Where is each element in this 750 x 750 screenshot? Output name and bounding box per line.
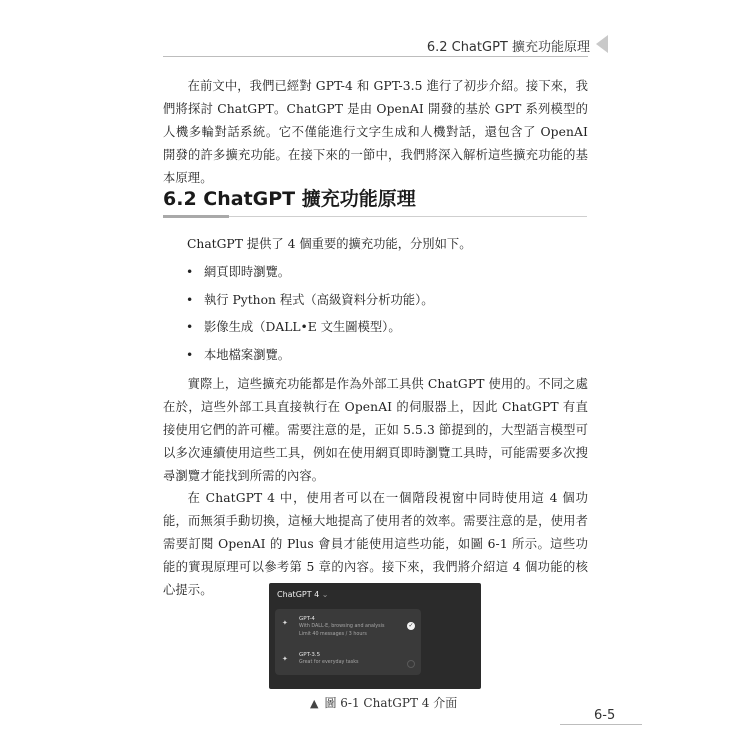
model-option-name: GPT-3.5 [299,652,321,658]
chevron-down-icon: ⌄ [321,590,329,599]
sparkle-icon: ✦ [282,619,288,627]
caption-triangle-icon: ▲ [310,697,319,710]
list-item [186,317,434,345]
running-header-title: 6.2 ChatGPT 擴充功能原理 [426,40,590,55]
paragraph-chatgpt4: 在 ChatGPT 4 中，使用者可以在一個階段視窗中同時使用這 4 個功能，而無須手動切換，這極大地提高了使用者的效率。需要注意的是，使用者需要訂閱 OpenAI 的 Plus 會員才能使用這些功能，如圖 6-1 所示。這些功能的實現原理可以參考第 5 章的內容。接下來，我們將介紹這 4 個功能的核心提示。 [163,491,588,597]
list-item [186,345,434,373]
figure-caption [310,694,457,711]
check-circle-icon: ✓ [408,622,414,629]
list-item-text: 執行 Python 程式（高級資料分析功能）。 [204,292,434,307]
list-item [186,290,434,318]
paragraph-tools: 實際上，這些擴充功能都是作為外部工具供 ChatGPT 使用的。不同之處在於，這些外部工具直接執行在 OpenAI 的伺服器上，因此 ChatGPT 有直接使用它們的許可權。需要注意的是，正如 5.5.3 節提到的，大型語言模型可以多次連續使用這些工具，例如在使用網頁即時瀏覽工具時，可能需要多次搜尋瀏覽才能找到所需的內容。 [163,377,588,483]
list-item-text: 影像生成（DALL•E 文生圖模型）。 [204,320,401,334]
bullet-icon: • [186,292,194,307]
model-option-name: GPT-4 [299,616,315,622]
section-rule-accent [163,215,229,218]
feature-list [186,262,434,372]
bullet-icon: • [186,320,194,334]
page-number: 6-5 [594,708,616,723]
section-intro: ChatGPT 提供了 4 個重要的擴充功能，分別如下。 [187,237,472,251]
list-item [186,262,434,290]
header-divider [163,56,588,57]
section-rule [229,216,587,217]
model-option-desc: Great for everyday tasks [299,660,359,665]
model-selector-title [277,590,329,599]
bullet-icon: • [186,347,194,362]
footer-divider [560,724,642,725]
bullet-icon: • [186,265,194,279]
header-triangle-icon [596,35,608,53]
list-item-text: 網頁即時瀏覽。 [204,265,291,279]
radio-empty-icon [407,660,415,668]
model-menu [275,609,421,675]
figure-caption-text: 圖 6-1 ChatGPT 4 介面 [324,696,458,710]
figure-chatgpt4-ui [269,583,481,689]
model-selector-label: ChatGPT 4 [277,590,320,599]
model-option-limit: Limit 40 messages / 3 hours [299,632,367,637]
sparkle-icon: ✦ [282,655,288,663]
paragraph-intro: 在前文中，我們已經對 GPT-4 和 GPT-3.5 進行了初步介紹。接下來，我們將探討 ChatGPT。ChatGPT 是由 OpenAI 開發的基於 GPT 系列模型的人機多輪對話系統。它不僅能進行文字生成和人機對話，還包含了 OpenAI 開發的許多擴充功能。在接下來的一節中，我們將深入解析這些擴充功能的基本原理。 [163,79,588,185]
section-title: 6.2 ChatGPT 擴充功能原理 [163,188,416,210]
list-item-text: 本地檔案瀏覽。 [204,347,291,362]
model-option-desc: With DALL·E, browsing and analysis [299,624,385,629]
